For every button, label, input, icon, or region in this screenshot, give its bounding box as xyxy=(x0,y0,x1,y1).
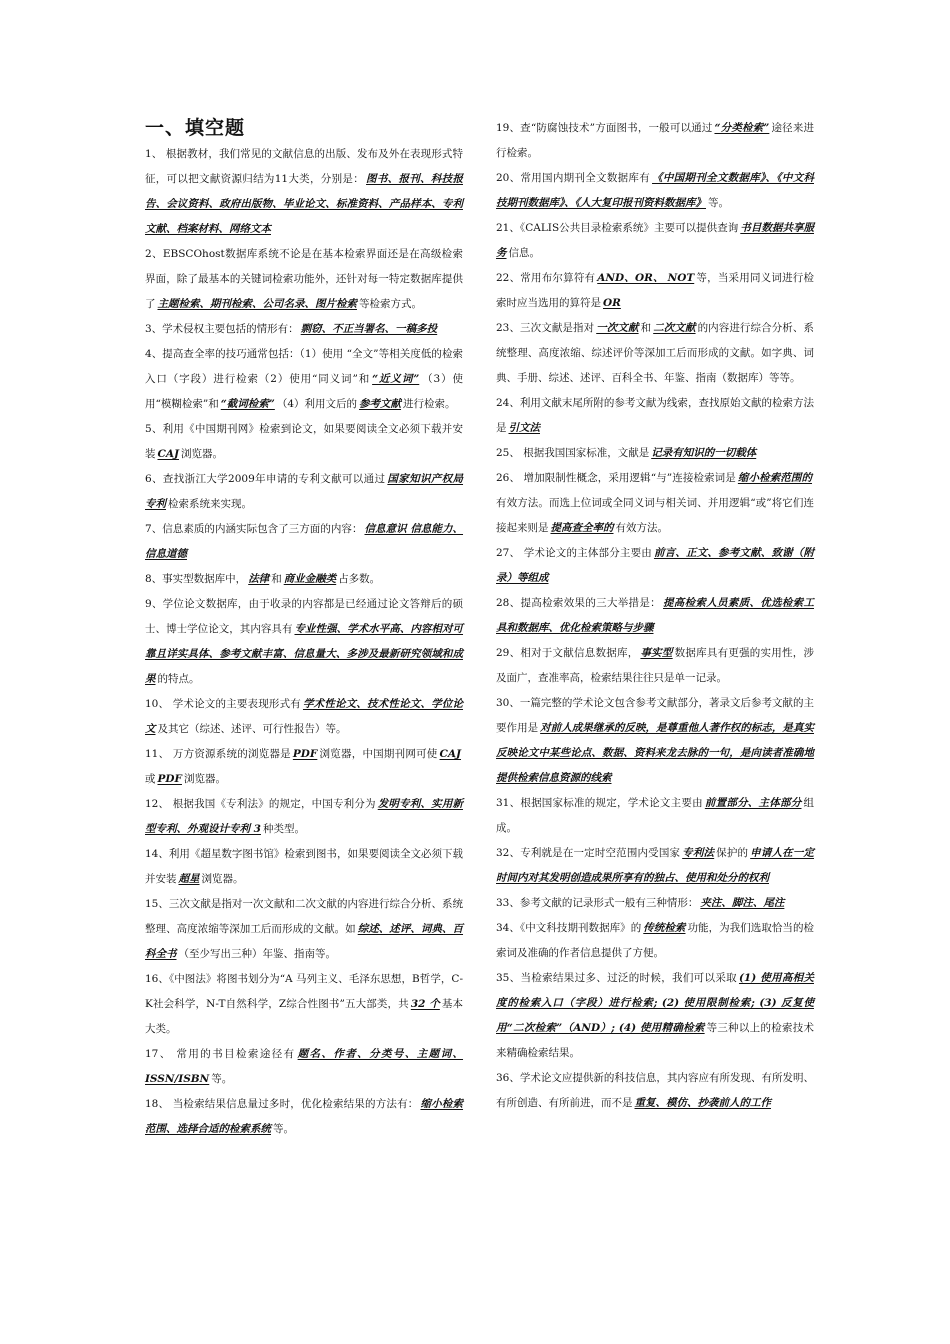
question-item xyxy=(496,841,814,891)
answer-text: 国家知识产权局专利 xyxy=(145,473,464,510)
question-text: 2、EBSCOhost数据库系统不论是在基本检索界面还是在高级检索界面，除了最基本的关键词检索功能外，还针对每一特定数据库提供了 xyxy=(145,248,463,310)
answer-text: 对前人成果继承的反映，是尊重他人著作权的标志，是真实反映论文中某些论点、数据、资料来龙去脉的一句，是向读者准确地提供检索信息资源的线索 xyxy=(496,722,815,784)
question-text: 1、 根据教材，我们常见的文献信息的出版、发布及外在表现形式特征，可以把文献资源归结为11大类，分别是： xyxy=(145,148,463,185)
question-text: 等。 xyxy=(708,197,729,209)
question-text: 20、常用国内期刊全文数据库有 xyxy=(496,172,651,184)
question-text: 24、利用文献末尾所附的参考文献为线索，查找原始文献的检索方法是 xyxy=(496,397,814,434)
question-item xyxy=(145,567,463,592)
question-text: 有效方法。而选上位词或全同义词与相关词、并用逻辑“或”将它们连接起来则是 xyxy=(496,497,814,534)
left-question-list xyxy=(145,142,463,1142)
question-text: 浏览器。 xyxy=(180,448,223,460)
answer-text: OR xyxy=(603,297,621,309)
question-item xyxy=(145,892,463,967)
question-item xyxy=(145,242,463,317)
answer-text: CAJ xyxy=(157,448,179,460)
answer-text: 专业性强、学术水平高、内容相对可靠且详实具体、参考文献丰富、信息量大、多涉及最新研究领域和成果 xyxy=(145,623,464,685)
question-text: （3）使用“模糊检索”和 xyxy=(145,373,463,410)
question-text: 浏览器。 xyxy=(183,773,226,785)
question-text: 有效方法。 xyxy=(615,522,668,534)
answer-text: 记录有知识的一切载体 xyxy=(651,447,757,459)
question-text: 21、《CALIS公共目录检索系统》主要可以提供查询 xyxy=(496,222,739,234)
question-text: （至少写出三种）年鉴、指南等。 xyxy=(178,948,336,960)
question-text: 信息。 xyxy=(508,247,540,259)
question-text: 23、三次文献是指对 xyxy=(496,322,595,334)
question-item xyxy=(145,592,463,692)
answer-text: 超星 xyxy=(178,873,200,885)
question-text: 22、常用布尔算符有 xyxy=(496,272,596,284)
question-text: 等，当采用同义词进行检索时应当选用的算符是 xyxy=(496,272,815,309)
question-text: 9、学位论文数据库，由于收录的内容都是已经通过论文答辩后的硕士、博士学位论文，其内容具有 xyxy=(145,598,463,635)
answer-text: PDF xyxy=(157,773,182,785)
question-item xyxy=(496,166,814,216)
answer-text: 二次文献 xyxy=(653,322,696,334)
question-item xyxy=(145,517,463,567)
question-item xyxy=(496,591,814,641)
question-item xyxy=(145,467,463,517)
question-text: 或 xyxy=(145,773,156,785)
question-item xyxy=(496,916,814,966)
question-text: 17、 常用的书目检索途径有 xyxy=(145,1048,296,1060)
question-item xyxy=(496,691,814,791)
question-text: 进行检索。 xyxy=(403,398,456,410)
question-item xyxy=(496,116,814,166)
question-text: 及其它（综述、述评、可行性报告）等。 xyxy=(157,723,347,735)
question-text: 6、查找浙江大学2009年申请的专利文献可以通过 xyxy=(145,473,386,485)
question-text: 25、 根据我国国家标准，文献是 xyxy=(496,447,650,459)
answer-text: PDF xyxy=(292,748,318,760)
question-text: 途径来进行检索。 xyxy=(496,122,814,159)
question-item xyxy=(145,692,463,742)
answer-text: 夹注、脚注、尾注 xyxy=(700,897,785,909)
question-item xyxy=(145,967,463,1042)
question-item xyxy=(496,391,814,441)
answer-text: “截词检索” xyxy=(220,398,275,410)
question-text: 3、学术侵权主要包括的情形有： xyxy=(145,323,299,335)
question-item xyxy=(496,441,814,466)
question-text: 组成。 xyxy=(496,797,814,834)
question-text: 和 xyxy=(640,322,652,334)
question-text: 32、专利就是在一定时空范围内受国家 xyxy=(496,847,681,859)
question-text: 35、当检索结果过多、过泛的时候，我们可以采取 xyxy=(496,972,737,984)
question-text: （4）利用文后的 xyxy=(276,398,358,410)
answer-text: 申请人在一定时间内对其发明创造成果所享有的独占、使用和处分的权利 xyxy=(496,847,814,884)
question-text: 27、 学术论文的主体部分主要由 xyxy=(496,547,652,559)
question-text: 基本大类。 xyxy=(145,998,463,1035)
question-item xyxy=(496,316,814,391)
question-text: 功能，为我们选取恰当的检索词及准确的作者信息提供了方便。 xyxy=(496,922,815,959)
answer-text: 图书、报刊、科技报告、会议资料、政府出版物、毕业论文、标准资料、产品样本、专利文献、档案材料、网络文本 xyxy=(145,173,463,235)
question-item xyxy=(145,842,463,892)
question-text: 浏览器，中国期刊网可使 xyxy=(319,748,438,760)
question-item xyxy=(496,216,814,266)
answer-text: 法律 xyxy=(248,573,270,585)
left-column xyxy=(145,116,463,1142)
answer-text: 参考文献 xyxy=(359,398,402,410)
question-item xyxy=(145,317,463,342)
answer-text: 传统检索 xyxy=(643,922,686,934)
question-text: 种类型。 xyxy=(262,823,305,835)
question-item xyxy=(496,791,814,841)
answer-text: 商业金融类 xyxy=(283,573,337,585)
question-text: 29、相对于文献信息数据库， xyxy=(496,647,639,659)
question-text: 10、 学术论文的主要表现形式有 xyxy=(145,698,301,710)
question-text: 7、信息素质的内涵实际包含了三方面的内容： xyxy=(145,523,363,535)
right-question-list xyxy=(496,116,814,1116)
question-item xyxy=(145,792,463,842)
answer-text: CAJ xyxy=(439,748,462,760)
answer-text: “近义词” xyxy=(372,373,420,385)
answer-text: 缩小检索范围、选择合适的检索系统 xyxy=(145,1098,464,1135)
answer-text: 缩小检索范围的 xyxy=(737,472,813,484)
answer-text: 书目数据共享服务 xyxy=(496,222,815,259)
answer-text: 学术性论文、技术性论文、学位论文 xyxy=(145,698,464,735)
answer-text: 发明专利、实用新型专利、外观设计专利 3 xyxy=(145,798,463,835)
answer-text: 《中国期刊全文数据库》、《中文科技期刊数据库》、《人大复印报刊资料数据库》 xyxy=(496,172,814,209)
answer-text: 前言、正文、参考文献、致谢（附录）等组成 xyxy=(496,547,815,584)
question-text: 16、《中图法》将图书划分为“A 马列主义、毛泽东思想，B哲学，C-K社会科学，N-T自然科学，Z综合性图书”五大部类，共 xyxy=(145,973,463,1010)
answer-text: 引文法 xyxy=(508,422,540,434)
answer-text: 一次文献 xyxy=(596,322,639,334)
question-item xyxy=(496,641,814,691)
question-item xyxy=(145,142,463,242)
question-text: 12、 根据我国《专利法》的规定，中国专利分为 xyxy=(145,798,376,810)
question-text: 5、利用《中国期刊网》检索到论文，如果要阅读全文必须下载并安装 xyxy=(145,423,463,460)
question-text: 保护的 xyxy=(716,847,749,859)
answer-text: (1) 使用高相关度的检索入口（字段）进行检索; (2) 使用限制检索; (3) 反复使用“二次检索”（AND）; (4) 使用精确检索 xyxy=(496,972,814,1034)
question-text: 和 xyxy=(271,573,282,585)
question-item xyxy=(145,1042,463,1092)
question-text: 占多数。 xyxy=(338,573,381,585)
answer-text: AND、OR、 NOT xyxy=(597,272,695,284)
question-item xyxy=(496,541,814,591)
question-item xyxy=(496,466,814,541)
question-text: 34、《中文科技期刊数据库》的 xyxy=(496,922,642,934)
answer-text: “分类检索” xyxy=(714,122,770,134)
answer-text: 综述、述评、词典、百科全书 xyxy=(145,923,464,960)
answer-text: 提高检索人员素质、优选检索工具和数据库、优化检索策略与步骤 xyxy=(496,597,814,634)
answer-text: 专利法 xyxy=(682,847,715,859)
question-text: 等三种以上的检索技术来精确检索结果。 xyxy=(496,1022,815,1059)
question-item xyxy=(496,266,814,316)
right-column xyxy=(496,116,814,1116)
question-item xyxy=(145,342,463,417)
answer-text: 提高查全率的 xyxy=(550,522,614,534)
question-text: 检索系统来实现。 xyxy=(168,498,252,510)
question-text: 33、参考文献的记录形式一般有三种情形： xyxy=(496,897,699,909)
answer-text: 题名、作者、分类号、主题词、ISSN/ISBN xyxy=(145,1048,464,1085)
question-text: 等。 xyxy=(211,1073,233,1085)
question-text: 浏览器。 xyxy=(201,873,244,885)
question-text: 18、 当检索结果信息量过多时，优化检索结果的方法有： xyxy=(145,1098,419,1110)
question-text: 4、提高查全率的技巧通常包括：（1）使用 “全文”等相关度低的检索入口（字段）进行检索（2）使用“同义词”和 xyxy=(145,348,463,385)
question-text: 的内容进行综合分析、系统整理、高度浓缩、综述评价等深加工后而形成的文献。如字典、词典、手册、综述、述评、百科全书、年鉴、指南（数据库）等等。 xyxy=(496,322,814,384)
question-text: 19、查“防腐蚀技术”方面图书，一般可以通过 xyxy=(496,122,713,134)
question-text: 等。 xyxy=(273,1123,294,1135)
question-item xyxy=(145,417,463,467)
question-item xyxy=(496,1066,814,1116)
question-text: 31、根据国家标准的规定，学术论文主要由 xyxy=(496,797,703,809)
answer-text: 事实型 xyxy=(640,647,673,659)
answer-text: 信息意识 信息能力、信息道德 xyxy=(145,523,464,560)
question-text: 15、三次文献是指对一次文献和二次文献的内容进行综合分析、系统整理、高度浓缩等深加工后而形成的文献。如 xyxy=(145,898,463,935)
question-text: 等检索方式。 xyxy=(359,298,422,310)
question-text: 14、利用《超星数字图书馆》检索到图书，如果要阅读全文必须下载并安装 xyxy=(145,848,463,885)
answer-text: 剽窃、不正当署名、一稿多投 xyxy=(300,323,438,335)
question-text: 26、 增加限制性概念，采用逻辑“与”连接检索词是 xyxy=(496,472,736,484)
question-text: 8、事实型数据库中， xyxy=(145,573,247,585)
question-text: 的特点。 xyxy=(157,673,200,685)
question-item xyxy=(145,1092,463,1142)
question-text: 11、 万方资源系统的浏览器是 xyxy=(145,748,291,760)
question-item xyxy=(145,742,463,792)
question-text: 30、一篇完整的学术论文包含参考文献部分，著录文后参考文献的主要作用是 xyxy=(496,697,814,734)
question-text: 数据库具有更强的实用性，涉及面广，查准率高，检索结果往往只是单一记录。 xyxy=(496,647,814,684)
section-title: 一、填空题 xyxy=(145,117,246,139)
answer-text: 主题检索、期刊检索、公司名录、图片检索 xyxy=(157,298,357,310)
question-item xyxy=(496,966,814,1066)
question-text: 36、学术论文应提供新的科技信息，其内容应有所发现、有所发明、有所创造、有所前进，而不是 xyxy=(496,1072,814,1109)
answer-text: 重复、模仿、抄袭前人的工作 xyxy=(634,1097,771,1109)
answer-text: 32 个 xyxy=(410,998,440,1010)
question-item xyxy=(496,891,814,916)
answer-text: 前置部分、主体部分 xyxy=(704,797,802,809)
question-text: 28、提高检索效果的三大举措是： xyxy=(496,597,661,609)
